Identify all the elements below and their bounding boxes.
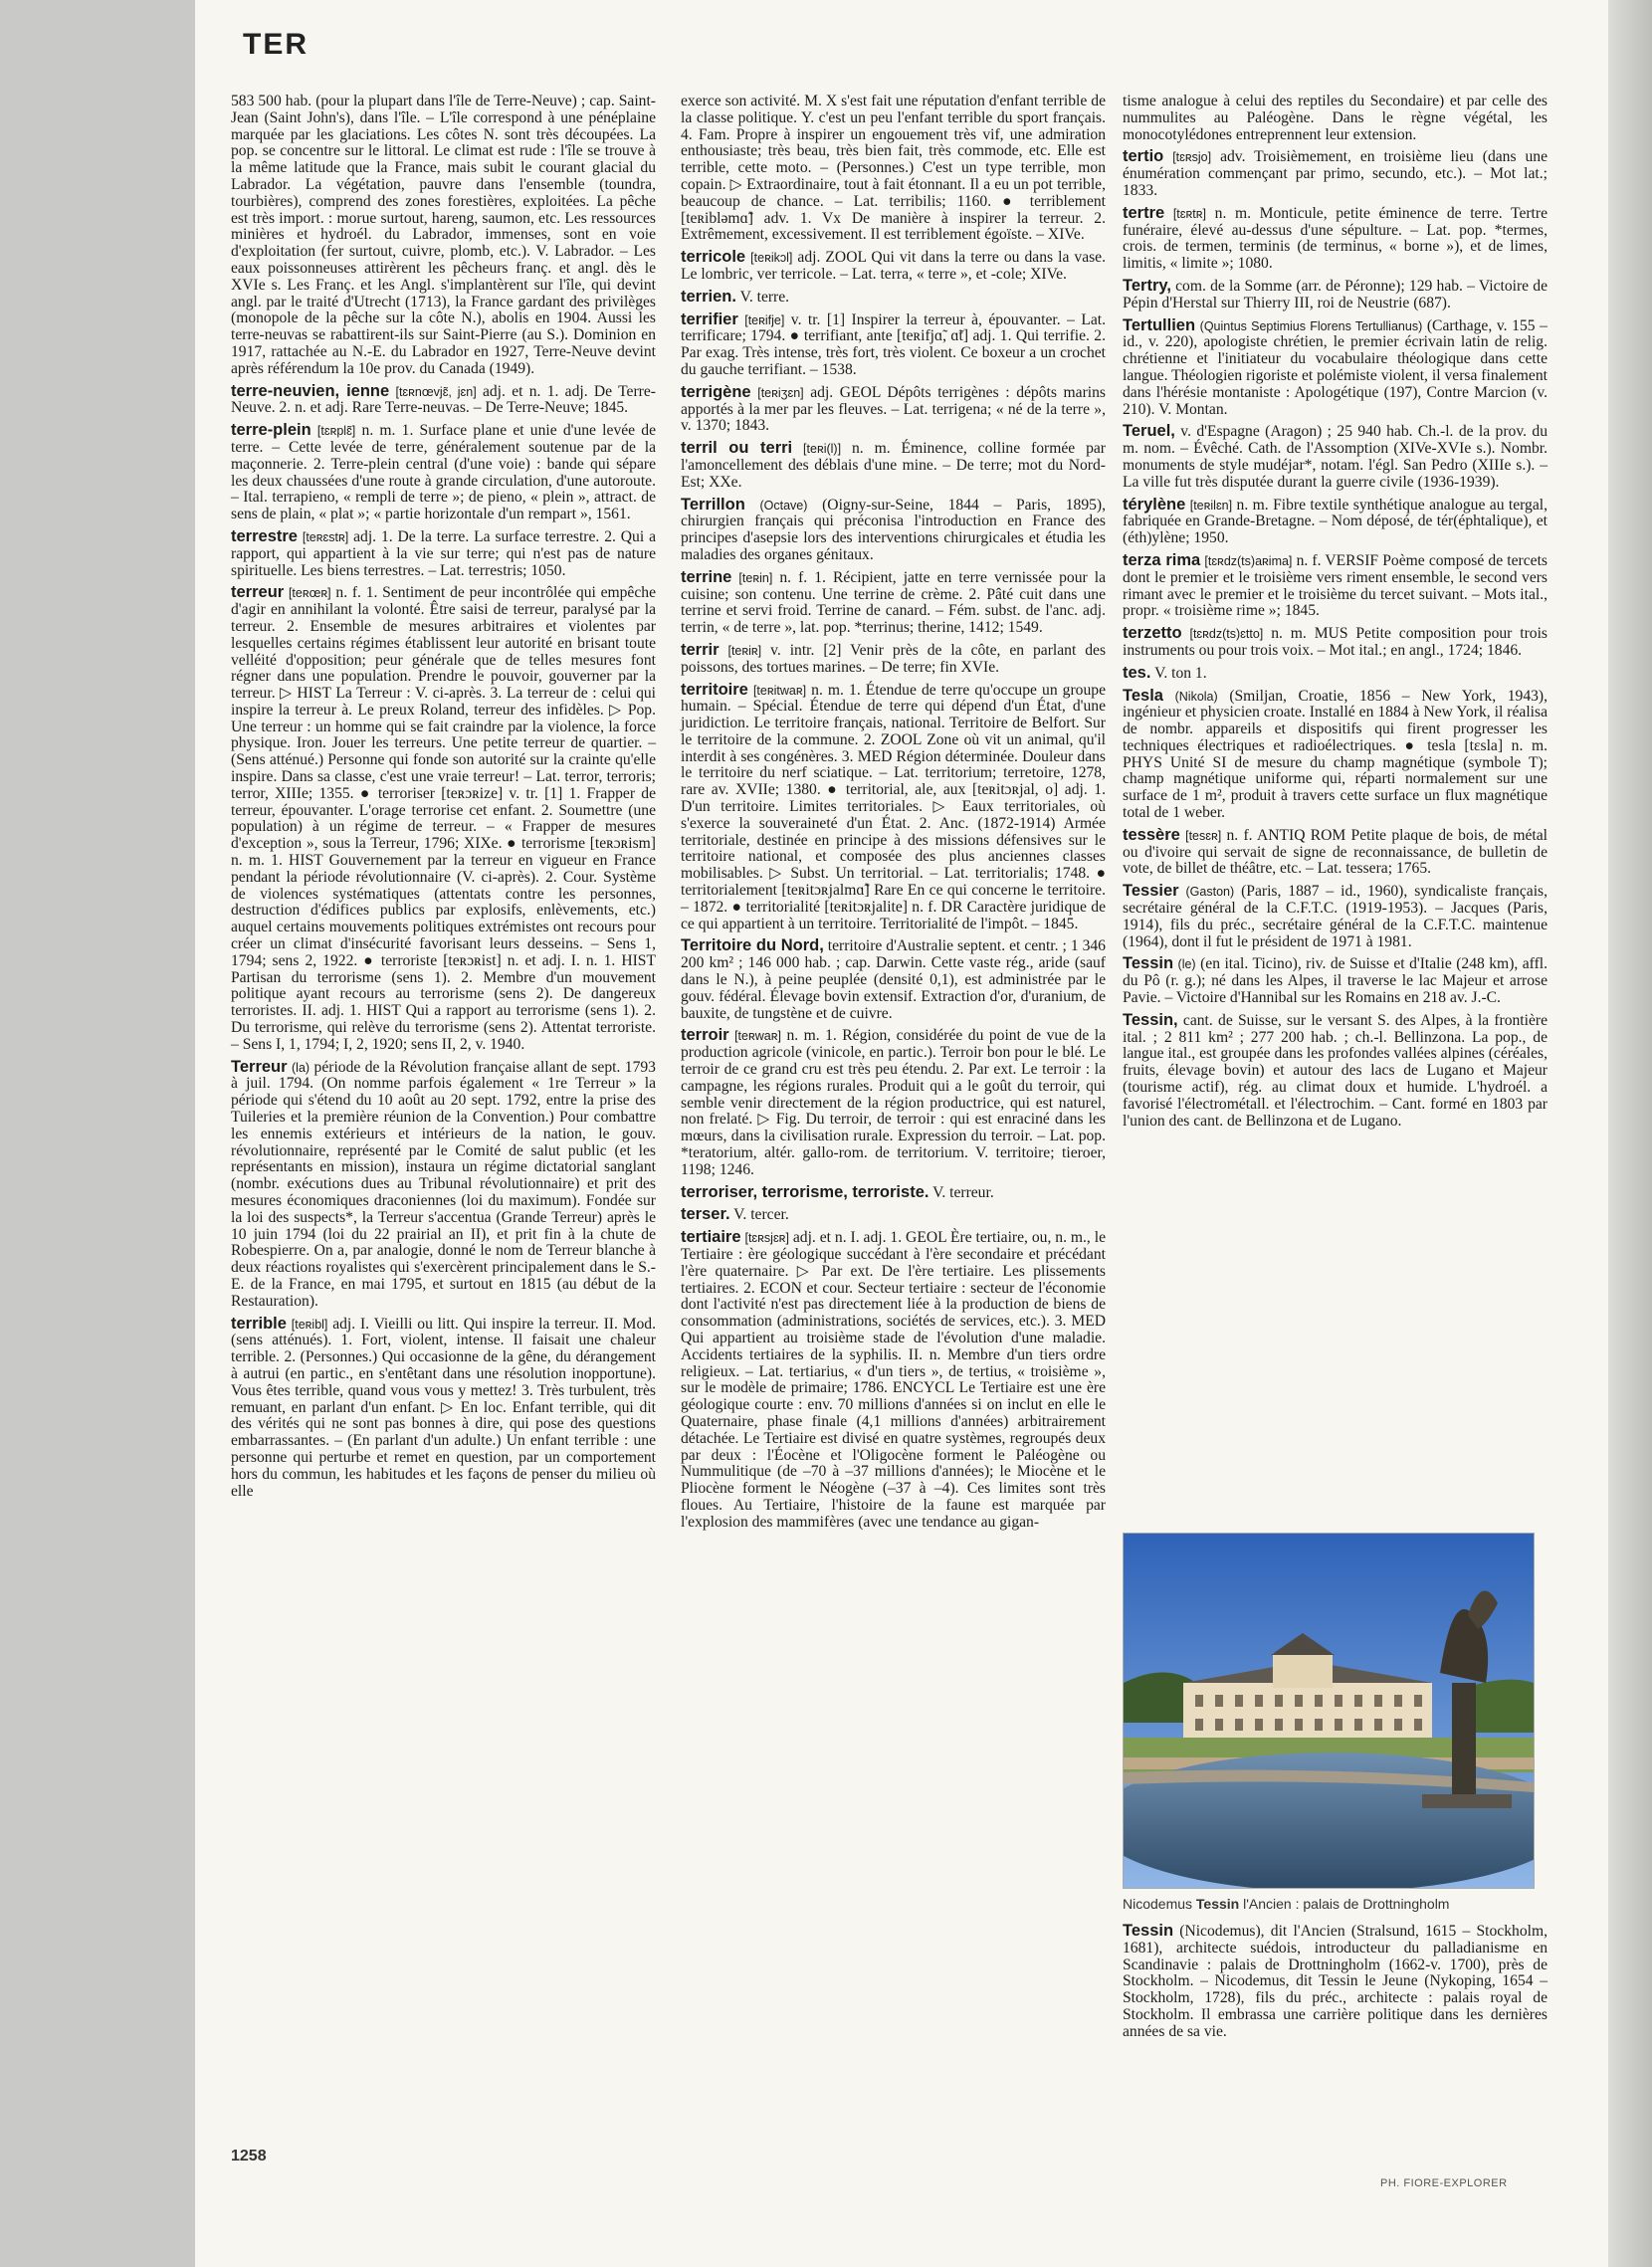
dictionary-entry xyxy=(681,497,1106,564)
headword: terrestre xyxy=(231,526,298,545)
dictionary-entry xyxy=(1123,148,1548,199)
headword: Terrillon xyxy=(681,495,745,514)
dictionary-entry xyxy=(681,384,1106,435)
headword: terril ou terri xyxy=(681,439,793,458)
pronunciation: [teʀɛstʀ] xyxy=(302,529,349,544)
definition: n. m. 1. Surface plane et unie d'une levée de terre. – Cette levée de terre, généralement soutenue par de la maçonnerie. 2. Terre-plein central (d'une voie) : bande qui sépare les deux chaussées d'une route à grande circulation, d'une autoroute. – Ital. terrapieno, « rempli de terre »; de pieno, « plein », attract. de sens de plain, « plat »; « partie horizontale d'un rempart », 1561. xyxy=(231,422,657,523)
pronunciation: [teʀibl] xyxy=(291,1317,328,1332)
headword: terre-neuvien, ienne xyxy=(231,381,390,400)
definition: n. f. 1. Récipient, jatte en terre vernissée pour la cuisine; son contenu. Une terrine de crème. 2. Pâté cuit dans une terrine et servi froid. Terrine de canard. – Fém. subst. de l'anc. adj. terrin, « de terre », lat. pop. *terrinus; therine, 1412; 1549. xyxy=(681,568,1106,637)
definition: com. de la Somme (arr. de Péronne); 129 hab. – Victoire de Pépin d'Herstal sur Thierry III, roi de Neustrie (687). xyxy=(1123,277,1548,311)
definition: période de la Révolution française allant de sept. 1793 à juil. 1794. (On nomme parfois également « 1re Terreur » la période qui s'étend du 10 août au 20 sept. 1792, entre la prise des Tuileries et la première réunion de la Convention.) Pour combattre les ennemis extérieurs et intérieurs de la nation, le gouv. révolutionnaire, représenté par le Comité de salut public (et les représentants en mission), instaura un régime dictatorial sanglant (nombr. exécutions dues au Tribunal révolutionnaire) et prit des mesures économiques draconiennes (loi du maximum). Fondée sur la loi des suspects*, la Terreur s'accentua (Grande Terreur) après le 10 juin 1794 (loi du 22 prairial an II), et prit fin à la chute de Robespierre. On a, par analogie, donné le nom de Terreur blanche à deux réactions royalistes qui s'exercèrent principalement dans le S.-E. de la France, en mai 1795, et surtout en 1815 (au début de la Restauration). xyxy=(231,1058,656,1310)
headword: terre-plein xyxy=(231,421,311,440)
definition: tisme analogue à celui des reptiles du Secondaire) et par celle des nummulites au Paléogène. Dans le règne végétal, les monocotylédones entreprennent leur extension. xyxy=(1123,93,1548,143)
dictionary-entry xyxy=(681,682,1106,933)
headword: Tessin xyxy=(1123,1922,1174,1940)
headword: terza rima xyxy=(1123,550,1201,569)
definition: (Smiljan, Croatie, 1856 – New York, 1943), ingénieur et physicien croate. Installé en 1884 à New York, il réalisa de nombr. appareils et dispositifs qui firent progresser les techniques électriques et radioélectriques. ● tesla [tɛsla] n. m. PHYS Unité SI de mesure du champ magnétique (symbole T); champ magnétique uniforme qui, réparti normalement sur une surface de 1 m², produit à travers cette surface un flux magnétique total de 1 weber. xyxy=(1123,687,1549,822)
definition: V. ton 1. xyxy=(1154,664,1207,682)
dictionary-entry xyxy=(231,528,656,579)
headword: Tertry, xyxy=(1123,276,1171,295)
definition: v. intr. [2] Venir près de la côte, en parlant des poissons, des tortues marines. – De terre; fin XVIe. xyxy=(681,641,1107,676)
definition: 583 500 hab. (pour la plupart dans l'île de Terre-Neuve) ; cap. Saint-Jean (Saint John's), dans l'île. – L'île correspond à une pénéplaine marquée par les glaciations. Les côtes N. sont très découpées. La pop. se concentre sur le littoral. Le climat est rude : l'île se trouve à la même latitude que la France, mais subit le courant glacial du Labrador. La végétation, pauvre dans l'ensemble (toundra, tourbières), comprend des zones forestières, exploitées. La pêche est très import. : morue surtout, hareng, saumon, etc. Les ressources minières et hydroél. du Labrador, immenses, sont en voie d'exploitation (fer surtout, cuivre, plomb, etc.). V. Labrador. – Les eaux poissonneuses attirèrent les pêcheurs franç. et angl. dès le XVIe s. Les Franç. et les Angl. s'implantèrent sur l'île, qui devint angl. par le traité d'Utrecht (1713), la France gardant des privilèges (monopole de la pêche sur la côte N.), abolis en 1904. Aussi les terre-neuvas se rabattirent-ils sur Saint-Pierre (au S.). Dominion en 1917, rattachée au N.-E. du Labrador en 1927, Terre-Neuve devint après référendum la 10e prov. du Canada (1949). xyxy=(231,93,656,377)
dictionary-entry xyxy=(681,289,1106,307)
definition: exerce son activité. M. X s'est fait une réputation d'enfant terrible de la classe politique. Y. c'est un peu l'enfant terrible du sport français. 4. Fam. Propre à inspirer un engouement très vif, une admiration enthousiaste; très beau, très bien fait, très commode, etc. Elle est terrible, cette moto. – (Personnes.) C'est un type terrible, mon copain. ▷ Extraordinaire, tout à fait étonnant. Il a eu un pot terrible, beaucoup de chance. – Lat. terribilis; 1160. ● terriblement [teʀibləmɑ̃] adv. 1. Vx De manière à inspirer la terreur. 2. Extrêmement, excessivement. Il est terriblement égoïste. – XIVe. xyxy=(681,93,1106,244)
headword: terroriser, terrorisme, terroriste. xyxy=(681,1182,929,1201)
definition: V. terre. xyxy=(739,288,790,306)
headword: terrible xyxy=(231,1314,287,1333)
pronunciation: [teʀifje] xyxy=(744,312,785,327)
headword: Territoire du Nord, xyxy=(681,936,824,955)
headword: terrine xyxy=(681,567,732,586)
dictionary-entry xyxy=(1123,94,1548,143)
headword: terzetto xyxy=(1123,624,1182,643)
headword: Tessin, xyxy=(1123,1010,1178,1029)
definition: n. m. 1. Étendue de terre qu'occupe un groupe humain. – Spécial. Étendue de terre qui dépend d'un État, d'une juridiction. Le territoire français, national. Territoire de Belfort. Sur le territoire de la commune. 2. ZOOL Zone où vit un animal, qu'il interdit à ses congénères. 3. MED Région déterminée. Douleur dans le territoire du nerf sciatique. – Lat. territorium; terretoire, 1278, rare av. XVIIe; 1380. ● territorial, ale, aux [teʀitɔʀjal, o] adj. 1. D'un territoire. Limites territoriales. ▷ Eaux territoriales, où s'exerce la souveraineté d'un État. 2. Anc. (1872-1914) Armée territoriale, destinée en principe à des missions défensives sur le territoire national, et composée des plus anciennes classes mobilisables. ▷ Subst. Un territorial. – Lat. territorialis; 1748. ● territorialement [teʀitɔʀjalmɑ̃] Rare En ce qui concerne le territoire. – 1872. ● territorialité [teʀitɔʀjalite] n. f. DR Caractère juridique de ce qui appartient à un territoire. Territorialité de l'impôt. – 1845. xyxy=(681,681,1106,932)
dictionary-entry xyxy=(1123,205,1548,273)
definition: adj. I. Vieilli ou litt. Qui inspire la terreur. II. Mod. (sens atténués). 1. Fort, violent, intense. Il faisait une chaleur terrible. 2. (Personnes.) Qui occasionne de la gêne, du dérangement à autrui (en partic., en s'entêtant dans une résolution inopportune). Vous êtes terrible, quand vous vous y mettez! 3. Très turbulent, très remuant, en parlant d'un enfant. ▷ En loc. Enfant terrible, qui dit des vérités qui ne sont pas bonnes à dire, qui pose des questions embarrassantes. – (En parlant d'un adulte.) Un enfant terrible : une personne qui perturbe et remet en question, par un comportement hors du commun, les habitudes et les façons de penser du milieu où elle xyxy=(231,1315,657,1500)
dictionary-entry xyxy=(1123,317,1548,419)
pronunciation: [teʀi(l)] xyxy=(803,442,842,457)
definition: v. d'Espagne (Aragon) ; 25 940 hab. Ch.-l. de la prov. du m. nom. – Évêché. Cath. de l'Assomption (XIVe-XVIe s.). Nombr. monuments de style mudéjar*, notam. l'égl. San Pedro (XIIIe s.). – La ville fut très disputée durant la guerre civile (1936-1939). xyxy=(1123,423,1549,491)
definition: v. tr. [1] Inspirer la terreur à, épouvanter. – Lat. terrificare; 1794. ● terrifiant, ante [teʀifjɑ̃, ɑ̃t] adj. 1. Qui terrifie. 2. Par exag. Très intense, très fort, très violent. Ce boxeur a un crochet du gauche terrifiant. – 1538. xyxy=(681,310,1106,378)
definition: n. m. Monticule, petite éminence de terre. Tertre funéraire, élevé au-dessus d'une sépulture. – Lat. pop. *termes, crois. de termen, terminis (de terminus, « borne »), et de limes, limitis, « limite »; 1080. xyxy=(1123,204,1549,273)
headword: Teruel, xyxy=(1123,422,1175,441)
headword: terrigène xyxy=(681,382,751,401)
pronunciation: [teʀiʒɛn] xyxy=(757,385,804,400)
drottningholm-palace-photo xyxy=(1123,1533,1535,1889)
definition: (en ital. Ticino), riv. de Suisse et d'Italie (248 km), affl. du Pô (r. g.); né dans les Alpes, il traverse le lac Majeur et arrose Pavie. – Victoire d'Hannibal sur les Romains en 218 av. J.-C. xyxy=(1123,955,1549,1007)
headword: Terreur xyxy=(231,1057,288,1076)
pronunciation: [teʀin] xyxy=(738,570,773,585)
palace-illustration xyxy=(1124,1534,1534,1888)
dictionary-entry xyxy=(1123,423,1548,491)
dictionary-entry xyxy=(231,584,656,1053)
definition: V. terreur. xyxy=(932,1183,994,1201)
headword: Tesla xyxy=(1123,686,1163,705)
dictionary-entry xyxy=(231,1316,656,1501)
headword: terreur xyxy=(231,583,285,602)
pronunciation: [tesɛʀ] xyxy=(1185,828,1222,843)
dictionary-entry xyxy=(681,937,1106,1022)
dictionary-entry xyxy=(1123,552,1548,620)
dictionary-entry xyxy=(681,1184,1106,1202)
definition: (Oigny-sur-Seine, 1844 – Paris, 1895), chirurgien français qui préconisa l'introduction en France des principes d'asepsie lors des interventions chirurgicales et étudia les maladies des organes génitaux. xyxy=(681,496,1107,563)
headword: tertio xyxy=(1123,147,1164,166)
headword: territoire xyxy=(681,680,748,699)
pronunciation: [tɛʀplɛ̃] xyxy=(316,424,356,439)
pronunciation: [tɛʀdz(ts)ɛtto] xyxy=(1189,627,1264,642)
headword: terser. xyxy=(681,1205,730,1224)
pronunciation: [teʀilɛn] xyxy=(1189,498,1233,513)
definition: n. m. Éminence, colline formée par l'amoncellement des déblais d'une mine. – De terre; mot du Nord-Est; XXe. xyxy=(681,440,1107,491)
definition: n. f. ANTIQ ROM Petite plaque de bois, de métal ou d'ivoire qui servait de signe de reconnaissance, de bulletin de vote, de billet de théâtre, etc. – Lat. tessera; 1765. xyxy=(1123,826,1548,878)
dictionary-entry xyxy=(1123,883,1548,950)
headword: terricole xyxy=(681,248,746,267)
definition: adj. et n. I. adj. 1. GEOL Ère tertiaire, ou, n. m., le Tertiaire : ère géologique succédant à l'ère secondaire et précédant l'ère quaternaire. ▷ Par ext. De l'ère tertiaire. Les plissements tertiaires. 2. ECON et cour. Secteur tertiaire : secteur de l'économie dont l'activité n'est pas directement liée à la production de biens de consommation (administrations, sociétés de services, etc.). 3. MED Qui appartient au troisième stade de l'évolution d'une maladie. Accidents tertiaires de la syphilis. II. n. Membre d'un tiers ordre religieux. – Lat. tertiarius, « d'un tiers », de tertius, « troisième », sur le modèle de primaire; 1786. ENCYCL Le Tertiaire est une ère géologique courte : env. 70 millions d'années si on inclut en elle le Quaternaire, phase finale (4,1 millions d'années) arbitrairement détachée. Le Tertiaire est divisé en quatre systèmes, regroupés deux par deux : l'Éocène et l'Oligocène forment le Paléogène ou Nummulitique (de –70 à –37 millions d'années); le Miocène et le Pliocène forment le Néogène (–37 à –4). Ces limites sont très floues. Au Tertiaire, l'histoire de la faune est marquée par l'explosion des mammifères (avec une tendance au gigan- xyxy=(681,1229,1107,1531)
pronunciation: (le) xyxy=(1177,957,1196,972)
caption-bold: Tessin xyxy=(1195,1896,1240,1912)
pronunciation: (Nicodemus), xyxy=(1179,1923,1265,1940)
headword: Tertullien xyxy=(1123,315,1196,334)
scan-edge xyxy=(1608,0,1652,2267)
photo-caption xyxy=(1123,1896,1533,1912)
pronunciation: [teʀitwaʀ] xyxy=(752,683,807,698)
definition: adj. GEOL Dépôts terrigènes : dépôts marins apportés à la mer par les fleuves. – Lat. terrigena; « né de la terre », v. 1370; 1843. xyxy=(681,383,1106,435)
pronunciation: (Nikola) xyxy=(1174,689,1218,704)
dictionary-entry xyxy=(681,642,1106,677)
pronunciation: [tɛʀnœvjɛ̃, jɛn] xyxy=(395,384,477,399)
definition: n. m. MUS Petite composition pour trois instruments ou pour trois voix. – Mot ital.; en angl., 1724; 1846. xyxy=(1123,625,1548,659)
definition: territoire d'Australie septent. et centr. ; 1 346 200 km² ; 146 000 hab. ; cap. Darwin. Cette vaste rég., aride (sauf dans le N.), à peine peuplée (densité 0,1), est administrée par le gouv. fédéral. Élevage bovin extensif. Extraction d'or, d'uranium, de bauxite, de tungstène et de cuivre. xyxy=(681,937,1106,1022)
dictionary-entry xyxy=(231,94,656,378)
dictionary-entry xyxy=(231,383,656,418)
headword: térylène xyxy=(1123,495,1186,514)
headword: tessère xyxy=(1123,825,1180,844)
entry-tessin-nicodemus xyxy=(1123,1923,1548,2041)
definition: n. f. VERSIF Poème composé de tercets dont le premier et le troisième vers riment ensemble, le second vers rimant avec le premier et le troisième du tercet suivant. – Mots ital., propr. « troisième rime »; 1845. xyxy=(1123,551,1548,620)
column-1 xyxy=(231,94,656,1505)
dictionary-entry xyxy=(1123,1012,1548,1131)
dictionary-entry xyxy=(1123,497,1548,547)
headword: tertiaire xyxy=(681,1228,741,1247)
dictionary-entry xyxy=(1123,688,1548,822)
pronunciation: [tɛʀsjo] xyxy=(1172,150,1212,165)
definition: n. m. 1. Région, considérée du point de vue de la production agricole (vinicole, en partic.). Terroir bon pour le blé. Le terroir de ce grand cru est très peu étendu. 2. Par ext. Le terroir : la campagne, les régions rurales. Produit qui a le goût du terroir, qui semble venir directement de la région productrice, qui est naturel, non frelaté. ▷ Fig. Du terroir, de terroir : qui est enraciné dans les mœurs, dans la civilisation rurale. Expression du terroir. – Lat. pop. *teratorium, altér. gallo-rom. de territorium. V. territoire; tieroer, 1198; 1246. xyxy=(681,1027,1106,1178)
pronunciation: [tɛʀtʀ] xyxy=(1172,206,1206,221)
headword: Tessier xyxy=(1123,882,1179,901)
dictionary-entry xyxy=(681,440,1106,491)
definition: n. f. 1. Sentiment de peur incontrôlée qui empêche d'agir en annihilant la volonté. Être saisi de terreur, paralysé par la terreur. 2. Ensemble de mesures arbitraires et violentes par lesquelles certains régimes établissent leur autorité en brisant toute velléité d'opposition; peur générale que de telles mesures font régner dans une population. Prendre le pouvoir, gouverner par la terreur. ▷ HIST La Terreur : V. ci-après. 3. La terreur de : celui qui inspire la terreur à. Le preux Roland, terreur des infidèles. ▷ Pop. Une terreur : un homme qui se fait craindre par la violence, la force physique. Iron. Jouer les terreurs. Une petite terreur de quartier. – (Sens atténué.) Personne qui fonde son autorité sur la crainte qu'elle inspire. Dans sa classe, c'est une vraie terreur! – Lat. terror, terroris; terror, XIIIe; 1355. ● terroriser [teʀɔʀize] v. tr. [1] 1. Frapper de terreur, épouvanter. L'orage terrorise cet enfant. 2. Soumettre (une population) à un régime de terreur. – « Frapper de mesures d'exception », sous la Terreur, 1796; XIXe. ● terrorisme [teʀɔʀism] n. m. 1. HIST Gouvernement par la terreur en vigueur en France pendant la période révolutionnaire (V. ci-après). 2. Cour. Système de violences systématiques (attentats contre les personnes, destruction d'édifices publics par explosifs, enlèvements, etc.) auquel certains mouvements politiques extrémistes ont recours pour créer un climat d'insécurité favorisant leurs desseins. – Sens 1, 1794; sens 2, 1922. ● terroriste [teʀɔʀist] n. et adj. I. n. 1. HIST Partisan du terrorisme (sens 1). 2. Membre d'un mouvement politique ayant recours au terrorisme (sens 2). De dangereux terroristes. II. adj. 1. HIST Qui a rapport au terrorisme (sens 1). 2. Du terrorisme, qui relève du terrorisme (sens 2). Attentat terroriste. – Sens I, 1, 1794; I, 2, 1920; sens II, 2, v. 1940. xyxy=(231,584,656,1053)
caption-pre: Nicodemus xyxy=(1123,1896,1196,1912)
pronunciation: [teʀikɔl] xyxy=(750,251,793,266)
pronunciation: (Gaston) xyxy=(1185,885,1235,900)
dictionary-entry xyxy=(681,1229,1106,1531)
dictionary-entry xyxy=(681,94,1106,244)
headword: terrien. xyxy=(681,287,736,306)
column-3 xyxy=(1123,94,1548,1134)
definition: dit l'Ancien (Stralsund, 1615 – Stockholm, 1681), architecte suédois, introducteur du palladianisme en Scandinavie : palais de Drottningholm (1662-v. 1700), près de Stockholm. – Nicodemus, dit Tessin le Jeune (Nykoping, 1654 – Stockholm, 1728), fils du préc., architecte : palais royal de Stockholm. Il embrassa une carrière politique dans les dernières années de sa vie. xyxy=(1123,1923,1548,2040)
definition: adj. ZOOL Qui vit dans la terre ou dans la vase. Le lombric, ver terricole. – Lat. terra, « terre », et -cole; XIVe. xyxy=(681,249,1107,283)
headword: tertre xyxy=(1123,203,1165,222)
pronunciation: [teʀiʀ] xyxy=(727,643,762,658)
page-header: TER xyxy=(243,28,309,61)
dictionary-entry xyxy=(1123,955,1548,1006)
definition: adv. Troisièmement, en troisième lieu (dans une énumération commençant par primo, secundo, etc.). – Mot lat.; 1833. xyxy=(1123,148,1548,199)
dictionary-entry xyxy=(681,1206,1106,1224)
headword: tes. xyxy=(1123,663,1151,682)
dictionary-entry xyxy=(231,1059,656,1311)
headword: terrir xyxy=(681,640,720,659)
headword: Tessin xyxy=(1123,954,1174,973)
dictionary-entry xyxy=(681,569,1106,637)
dictionary-entry xyxy=(681,249,1106,284)
definition: (Carthage, v. 155 – id., v. 220), apologiste chrétien, le premier écrivain latin de relig. chrétienne et l'initiateur du vocabulaire théologique dans cette langue. Théologien rigoriste et polémiste violent, il versa finalement dans l'hérésie montaniste : Apologétique (197), Contre Marcion (v. 210). V. Montan. xyxy=(1123,316,1548,418)
caption-post: l'Ancien : palais de Drottningholm xyxy=(1239,1896,1450,1912)
definition: n. m. Fibre textile synthétique analogue au tergal, fabriquée en Grande-Bretagne. – Nom déposé, de tér(éphtalique), et (éth)ylène; 1950. xyxy=(1123,496,1549,547)
definition: adj. 1. De la terre. La surface terrestre. 2. Qui a rapport, qui appartient à la vie sur terre; qui n'est pas de nature spirituelle. Les biens terrestres. – Lat. terrestris; 1050. xyxy=(231,527,656,579)
pronunciation: (Octave) xyxy=(759,498,808,513)
dictionary-entry xyxy=(681,311,1106,379)
column-2 xyxy=(681,94,1106,1537)
pronunciation: [teʀœʀ] xyxy=(288,586,331,601)
definition: (Paris, 1887 – id., 1960), syndicaliste français, secrétaire général de la C.F.T.C. (1919-1953). – Jacques (Paris, 1914), fils du préc., secrétaire général de la C.F.T.C. maintenue (1964), dont il fut le président de 1971 à 1981. xyxy=(1123,883,1548,950)
pronunciation: [tɛʀdz(ts)aʀima] xyxy=(1204,553,1293,568)
definition: V. tercer. xyxy=(733,1206,789,1224)
dictionary-entry xyxy=(1123,625,1548,660)
dictionary-entry xyxy=(231,422,656,523)
headword: terrifier xyxy=(681,309,738,328)
dictionary-page xyxy=(195,0,1608,2267)
headword: terroir xyxy=(681,1026,729,1045)
dictionary-entry xyxy=(1123,665,1548,683)
pronunciation: (Quintus Septimius Florens Tertullianus) xyxy=(1199,318,1423,333)
definition: cant. de Suisse, sur le versant S. des Alpes, à la frontière ital. ; 2 811 km² ; 277 200 hab. ; ch.-l. Bellinzona. La pop., de langue ital., est groupée dans les profondes vallées alpines (céréales, fruits, élevage bovin) et autour des lacs de Lugano et Majeur (tourisme actif), rég. au climat doux et humide. L'hydroél. a favorisé l'électrométall. et l'électrochim. – Cant. formé en 1803 par l'union des cant. de Bellinzona et de Lugano. xyxy=(1123,1011,1549,1130)
dictionary-entry xyxy=(1123,278,1548,312)
definition: adj. et n. 1. adj. De Terre-Neuve. 2. n. et adj. Rare Terre-neuvas. – De Terre-Neuve; 1845. xyxy=(231,382,656,417)
pronunciation: [teʀwaʀ] xyxy=(734,1029,781,1044)
dictionary-entry xyxy=(681,1027,1106,1178)
pronunciation: [tɛʀsjɛʀ] xyxy=(744,1231,789,1246)
pronunciation: (la) xyxy=(292,1060,310,1075)
dictionary-entry xyxy=(1123,827,1548,878)
photo-credit: PH. FIORE-EXPLORER xyxy=(1380,2177,1508,2189)
page-number: 1258 xyxy=(231,2148,267,2164)
